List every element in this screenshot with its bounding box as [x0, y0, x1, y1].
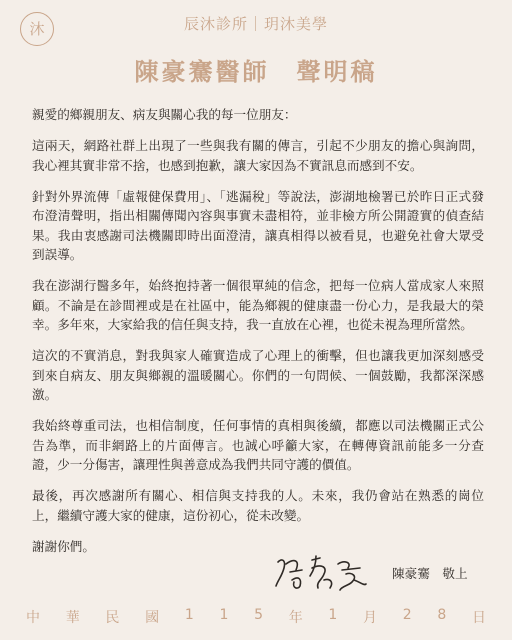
date-char: 中 — [26, 610, 40, 626]
date-char: 日 — [471, 610, 486, 626]
date-char: 年 — [288, 610, 303, 626]
paragraph-1: 這兩天，網路社群上出現了一些與我有關的傳言，引起不少朋友的擔心與詢問，我心裡其實非常不捨，也感到抱歉，讓大家因為不實訊息而感到不安。 — [32, 138, 484, 173]
date-line — [26, 607, 486, 627]
date-char: 國 — [145, 610, 160, 626]
paragraph-6: 最後，再次感謝所有關心、相信與支持我的人。未來，我仍會站在熟悉的崗位上，繼續守護大家的健康，這份初心，從未改變。 — [32, 488, 484, 523]
page-title: 陳豪騫醫師 聲明稿 — [134, 58, 378, 86]
date-char: 2 — [402, 607, 412, 623]
date-char: 民 — [105, 610, 120, 626]
logo-glyph: 沐 — [29, 20, 45, 38]
handwritten-signature — [272, 550, 370, 592]
date-char: 華 — [65, 610, 80, 626]
signer-name: 陳豪騫 敬上 — [392, 566, 468, 581]
date-char: 1 — [219, 607, 229, 623]
greeting: 親愛的鄉親朋友、病友與關心我的每一位朋友： — [32, 107, 297, 122]
date-char: 1 — [184, 607, 194, 623]
clinic-name: 辰沐診所｜玥沐美學 — [183, 15, 328, 33]
paragraph-5: 我始終尊重司法，也相信制度，任何事情的真相與後續，都應以司法機關正式公告為準，而非網路上的片面傳言。也誠心呼籲大家，在轉傳資訊前能多一分查證，少一分傷害，讓理性與善意成為我們共同守護的價值。 — [32, 418, 484, 472]
date-char: 1 — [328, 607, 338, 623]
paragraph-4: 這次的不實消息，對我與家人確實造成了心理上的衝擊，但也讓我更加深刻感受到來自病友、朋友與鄉親的溫暖關心。你們的一句問候、一個鼓勵，我都深深感激。 — [32, 348, 484, 402]
letter-body — [32, 105, 484, 568]
paragraph-2: 針對外界流傳「虛報健保費用」、「逃漏稅」等說法，澎湖地檢署已於昨日正式發布澄清聲明，指出相關傳聞內容與事實未盡相符，並非檢方所公開證實的偵查結果。我由衷感謝司法機關即時出面澄清，讓真相得以被看見，也避免社會大眾受到誤導。 — [32, 188, 484, 262]
paragraph-3: 我在澎湖行醫多年，始終抱持著一個很單純的信念，把每一位病人當成家人來照顧。不論是在診間裡或是在社區中，能為鄉親的健康盡一份心力，是我最大的榮幸。多年來，大家給我的信任與支持，我一直放在心裡，也從未視為理所當然。 — [32, 278, 484, 332]
date-char: 8 — [437, 607, 447, 623]
closing: 謝謝你們。 — [32, 538, 95, 554]
date-char: 月 — [363, 610, 378, 626]
date-char: 5 — [254, 607, 263, 623]
